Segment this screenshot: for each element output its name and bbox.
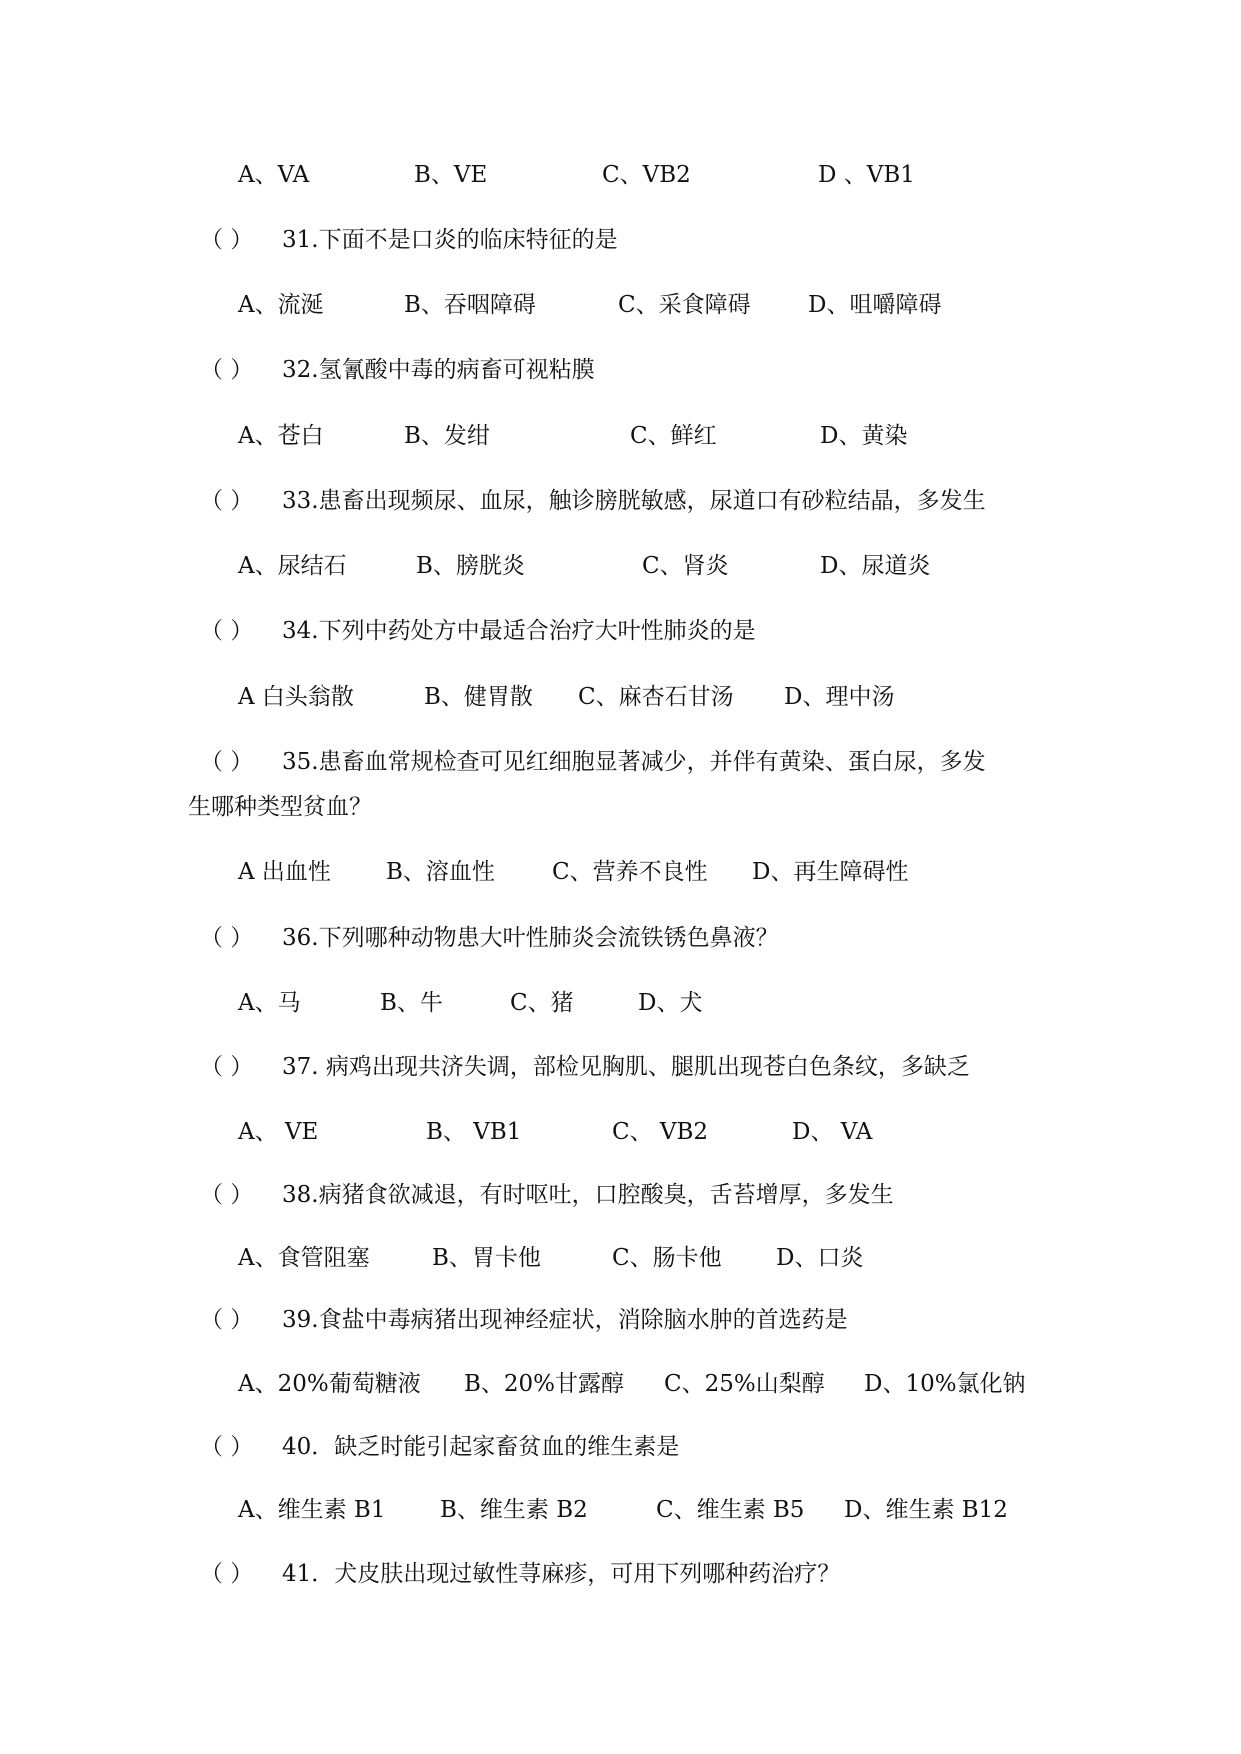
- q32-option-c: C、鲜红: [630, 423, 717, 449]
- q38-stem: 38.病猪食欲减退，有时呕吐，口腔酸臭，舌苔增厚，多发生: [282, 1182, 894, 1208]
- q37-stem: 37. 病鸡出现共济失调，部检见胸肌、腿肌出现苍白色条纹，多缺乏: [282, 1054, 970, 1080]
- q41-stem: 41．犬皮肤出现过敏性荨麻疹，可用下列哪种药治疗？: [282, 1561, 841, 1587]
- q36-option-b: B、牛: [380, 990, 443, 1016]
- q31-stem: 31.下面不是口炎的临床特征的是: [282, 227, 618, 253]
- q32-option-a: A、苍白: [238, 423, 324, 449]
- q30-option-d: D 、VB1: [818, 162, 915, 188]
- q37-option-a: A、 VE: [238, 1119, 319, 1145]
- q38-stem-line: [200, 1180, 894, 1210]
- q33-stem: 33.患畜出现频尿、血尿，触诊膀胱敏感，尿道口有砂粒结晶，多发生: [282, 488, 986, 514]
- q31-option-d: D、咀嚼障碍: [808, 292, 942, 318]
- q33-option-c: C、肾炎: [642, 553, 729, 579]
- q37-option-d: D、 VA: [792, 1119, 873, 1145]
- q34-option-b: B、健胃散: [424, 684, 533, 710]
- answer-blank: （ ）: [200, 618, 254, 644]
- q41-stem-line: [200, 1559, 840, 1589]
- q40-option-d: D、维生素 B12: [844, 1497, 1008, 1523]
- q33-option-d: D、尿道炎: [820, 553, 931, 579]
- q40-option-b: B、维生素 B2: [440, 1497, 588, 1523]
- q38-option-c: C、肠卡他: [612, 1245, 722, 1271]
- q30-option-a: A、VA: [238, 162, 310, 188]
- q34-stem-line: [200, 616, 756, 646]
- q40-option-c: C、维生素 B5: [656, 1497, 805, 1523]
- q39-option-c: C、25%山梨醇: [664, 1371, 825, 1397]
- q32-option-d: D、黄染: [820, 423, 908, 449]
- q40-option-a: A、维生素 B1: [238, 1497, 386, 1523]
- q39-stem-line: [200, 1305, 848, 1335]
- q36-stem-line: [200, 923, 779, 953]
- q40-stem: 40．缺乏时能引起家畜贫血的维生素是: [282, 1434, 680, 1460]
- q38-option-d: D、口炎: [776, 1245, 864, 1271]
- q35-stem-continuation: 生哪种类型贫血？: [188, 794, 372, 820]
- q37-option-c: C、 VB2: [612, 1119, 709, 1145]
- q33-option-a: A、尿结石: [238, 553, 347, 579]
- q36-stem: 36.下列哪种动物患大叶性肺炎会流铁锈色鼻液？: [282, 925, 779, 951]
- q34-stem: 34.下列中药处方中最适合治疗大叶性肺炎的是: [282, 618, 756, 644]
- q35-stem: 35.患畜血常规检查可见红细胞显著减少，并伴有黄染、蛋白尿，多发: [282, 749, 986, 775]
- q32-stem-line: [200, 355, 595, 385]
- q33-option-b: B、膀胱炎: [416, 553, 525, 579]
- q31-stem-line: [200, 225, 618, 255]
- q37-option-b: B、 VB1: [426, 1119, 522, 1145]
- answer-blank: （ ）: [200, 925, 254, 951]
- q32-option-b: B、发绀: [404, 423, 490, 449]
- q34-option-d: D、理中汤: [784, 684, 895, 710]
- q39-option-a: A、20%葡萄糖液: [238, 1371, 421, 1397]
- q30-option-b: B、VE: [414, 162, 488, 188]
- q38-option-b: B、胃卡他: [432, 1245, 541, 1271]
- q38-option-a: A、食管阻塞: [238, 1245, 370, 1271]
- answer-blank: （ ）: [200, 1434, 254, 1460]
- q36-option-d: D、犬: [638, 990, 703, 1016]
- answer-blank: （ ）: [200, 357, 254, 383]
- q39-stem: 39.食盐中毒病猪出现神经症状，消除脑水肿的首选药是: [282, 1307, 848, 1333]
- q33-stem-line: [200, 486, 986, 516]
- q32-stem: 32.氢氰酸中毒的病畜可视粘膜: [282, 357, 595, 383]
- answer-blank: （ ）: [200, 1561, 254, 1587]
- q40-stem-line: [200, 1432, 679, 1462]
- q39-option-b: B、20%甘露醇: [464, 1371, 625, 1397]
- q35-stem-line: [200, 747, 986, 777]
- answer-blank: （ ）: [200, 1054, 254, 1080]
- q31-option-c: C、采食障碍: [618, 292, 751, 318]
- answer-blank: （ ）: [200, 1307, 254, 1333]
- q36-option-a: A、马: [238, 990, 301, 1016]
- q35-option-c: C、营养不良性: [552, 859, 708, 885]
- q35-option-d: D、再生障碍性: [752, 859, 909, 885]
- q37-stem-line: [200, 1052, 970, 1082]
- q31-option-b: B、吞咽障碍: [404, 292, 536, 318]
- q34-option-c: C、麻杏石甘汤: [578, 684, 734, 710]
- q35-option-b: B、溶血性: [386, 859, 495, 885]
- answer-blank: （ ）: [200, 1182, 254, 1208]
- q30-option-c: C、VB2: [602, 162, 691, 188]
- q35-option-a: A 出血性: [238, 859, 331, 885]
- answer-blank: （ ）: [200, 227, 254, 253]
- answer-blank: （ ）: [200, 749, 254, 775]
- q39-option-d: D、10%氯化钠: [864, 1371, 1026, 1397]
- q34-option-a: A 白头翁散: [238, 684, 354, 710]
- answer-blank: （ ）: [200, 488, 254, 514]
- q36-option-c: C、猪: [510, 990, 574, 1016]
- q31-option-a: A、流涎: [238, 292, 324, 318]
